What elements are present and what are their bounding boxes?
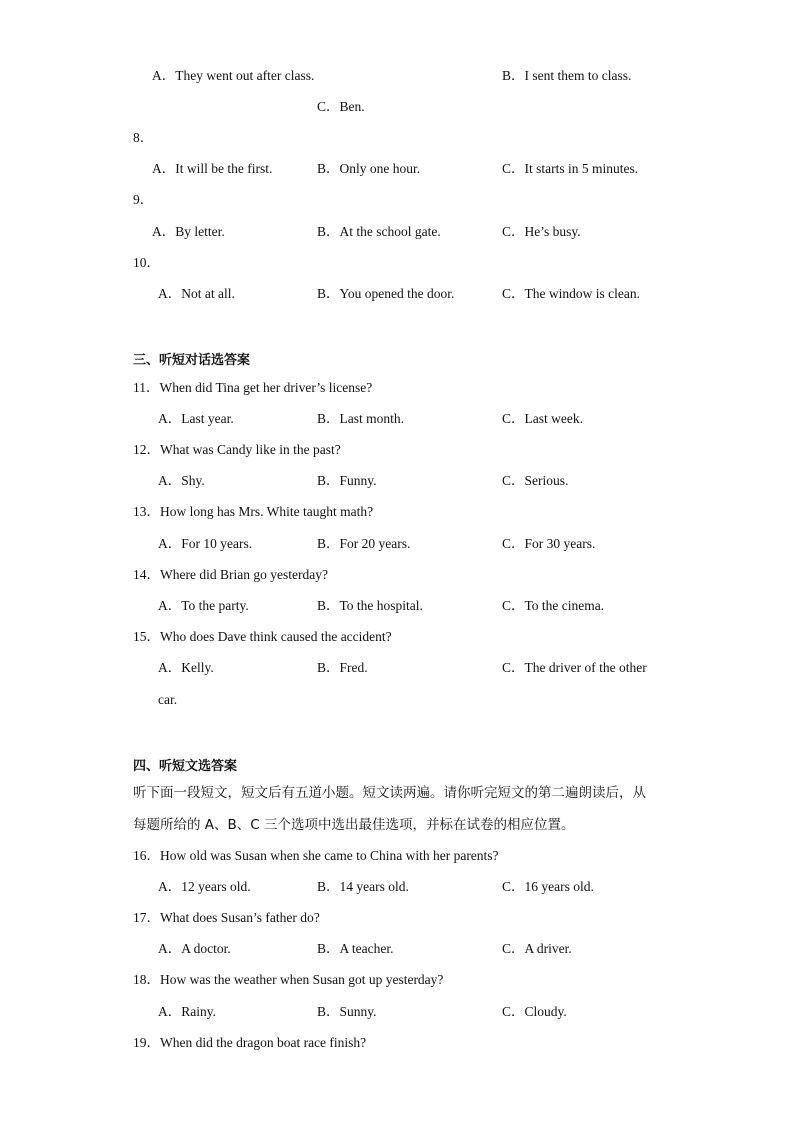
option-c-continued: car. xyxy=(158,692,178,707)
option-b: B．For 20 years. xyxy=(317,536,411,551)
option-a: A．Last year. xyxy=(158,411,234,426)
question-text: 16．How old was Susan when she came to China with her parents? xyxy=(133,848,499,863)
option-b: B．14 years old. xyxy=(317,879,409,894)
question-text: 19．When did the dragon boat race finish? xyxy=(133,1035,367,1050)
section-heading: 四、听短文选答案 xyxy=(133,759,238,774)
option-b: B．Funny. xyxy=(317,473,377,488)
option-b: B．Sunny. xyxy=(317,1004,377,1019)
option-c: C．For 30 years. xyxy=(502,536,596,551)
option-a: A．For 10 years. xyxy=(158,536,253,551)
option-c: C．The window is clean. xyxy=(502,286,640,301)
option-c: C．Serious. xyxy=(502,473,569,488)
option-a: A．They went out after class. xyxy=(152,68,315,83)
option-a: A．A doctor. xyxy=(158,941,231,956)
option-a: A．Not at all. xyxy=(158,286,235,301)
option-c: C．To the cinema. xyxy=(502,598,605,613)
question-number: 10． xyxy=(133,255,160,270)
option-a: A．It will be the first. xyxy=(152,161,273,176)
option-a: A．Shy. xyxy=(158,473,205,488)
question-number: 8． xyxy=(133,130,154,145)
option-b: B．You opened the door. xyxy=(317,286,455,301)
option-c: C．A driver. xyxy=(502,941,572,956)
question-text: 14．Where did Brian go yesterday? xyxy=(133,567,328,582)
option-a: A．Kelly. xyxy=(158,660,214,675)
option-c: C．Ben. xyxy=(317,99,365,114)
question-number: 9． xyxy=(133,192,154,207)
question-text: 17．What does Susan’s father do? xyxy=(133,910,320,925)
option-c: C．It starts in 5 minutes. xyxy=(502,161,639,176)
instructions-line: 听下面一段短文，短文后有五道小题。短文读两遍。请你听完短文的第二遍朗读后，从 xyxy=(133,785,646,801)
option-b: B．Last month. xyxy=(317,411,404,426)
question-text: 11．When did Tina get her driver’s license? xyxy=(133,380,373,395)
option-c: C．The driver of the other xyxy=(502,660,647,675)
option-a: A．Rainy. xyxy=(158,1004,216,1019)
option-a: A．By letter. xyxy=(152,224,225,239)
option-c: C．16 years old. xyxy=(502,879,594,894)
question-text: 18．How was the weather when Susan got up yesterday? xyxy=(133,972,444,987)
option-b: B．Fred. xyxy=(317,660,368,675)
option-b: B．I sent them to class. xyxy=(502,68,632,83)
option-b: B．To the hospital. xyxy=(317,598,423,613)
option-a: A．12 years old. xyxy=(158,879,251,894)
option-c: C．Last week. xyxy=(502,411,583,426)
question-text: 12．What was Candy like in the past? xyxy=(133,442,341,457)
question-text: 13．How long has Mrs. White taught math? xyxy=(133,504,374,519)
option-b: B．At the school gate. xyxy=(317,224,441,239)
option-c: C．Cloudy. xyxy=(502,1004,567,1019)
option-c: C．He’s busy. xyxy=(502,224,581,239)
option-a: A．To the party. xyxy=(158,598,249,613)
instructions-line: 每题所给的 A、B、C 三个选项中选出最佳选项，并标在试卷的相应位置。 xyxy=(133,817,575,833)
question-text: 15．Who does Dave think caused the accident? xyxy=(133,629,392,644)
option-b: B．Only one hour. xyxy=(317,161,421,176)
section-heading: 三、听短对话选答案 xyxy=(133,353,251,368)
option-b: B．A teacher. xyxy=(317,941,394,956)
